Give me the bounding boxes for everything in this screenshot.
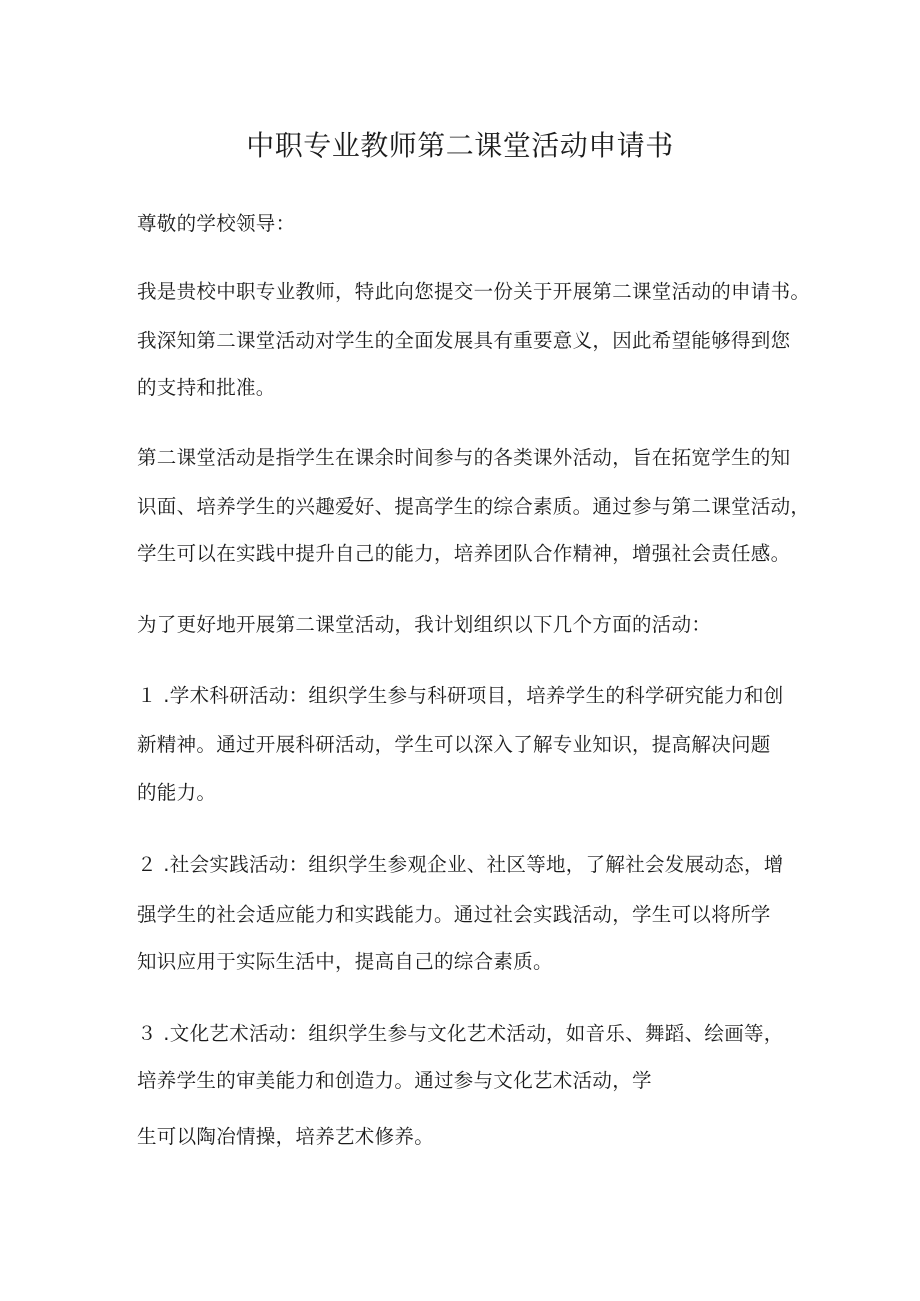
salutation: 尊敬的学校领导： bbox=[137, 212, 296, 235]
item-2-line-1: ２ .社会实践活动：组织学生参观企业、社区等地，了解社会发展动态，增 bbox=[137, 853, 784, 876]
paragraph-2-line-1: 第二课堂活动是指学生在课余时间参与的各类课外活动，旨在拓宽学生的知 bbox=[137, 446, 791, 469]
paragraph-3-line-1: 为了更好地开展第二课堂活动，我计划组织以下几个方面的活动： bbox=[137, 613, 712, 636]
item-2-line-2: 强学生的社会适应能力和实践能力。通过社会实践活动，学生可以将所学 bbox=[137, 903, 771, 926]
item-1-line-3: 的能力。 bbox=[137, 781, 217, 804]
paragraph-2-line-2: 识面、培养学生的兴趣爱好、提高学生的综合素质。通过参与第二课堂活动， bbox=[137, 495, 811, 518]
item-1-line-1: １ .学术科研活动：组织学生参与科研项目，培养学生的科学研究能力和创 bbox=[137, 684, 784, 707]
paragraph-2-line-3: 学生可以在实践中提升自己的能力，培养团队合作精神，增强社会责任感。 bbox=[137, 542, 791, 565]
item-3-line-2: 培养学生的审美能力和创造力。通过参与文化艺术活动，学 bbox=[137, 1069, 652, 1092]
item-3-line-3: 生可以陶冶情操，培养艺术修养。 bbox=[137, 1125, 435, 1148]
item-2-line-3: 知识应用于实际生活中，提高自己的综合素质。 bbox=[137, 950, 553, 973]
item-3-line-1: ３ .文化艺术活动：组织学生参与文化艺术活动，如音乐、舞蹈、绘画等， bbox=[137, 1022, 784, 1045]
paragraph-1-line-1: 我是贵校中职专业教师，特此向您提交一份关于开展第二课堂活动的申请书。 bbox=[137, 280, 811, 303]
paragraph-1-line-3: 的支持和批准。 bbox=[137, 376, 276, 399]
document-title: 中职专业教师第二课堂活动申请书 bbox=[246, 129, 674, 162]
item-1-line-2: 新精神。通过开展科研活动，学生可以深入了解专业知识，提高解决问题 bbox=[137, 733, 771, 756]
paragraph-1-line-2: 我深知第二课堂活动对学生的全面发展具有重要意义，因此希望能够得到您 bbox=[137, 329, 791, 352]
